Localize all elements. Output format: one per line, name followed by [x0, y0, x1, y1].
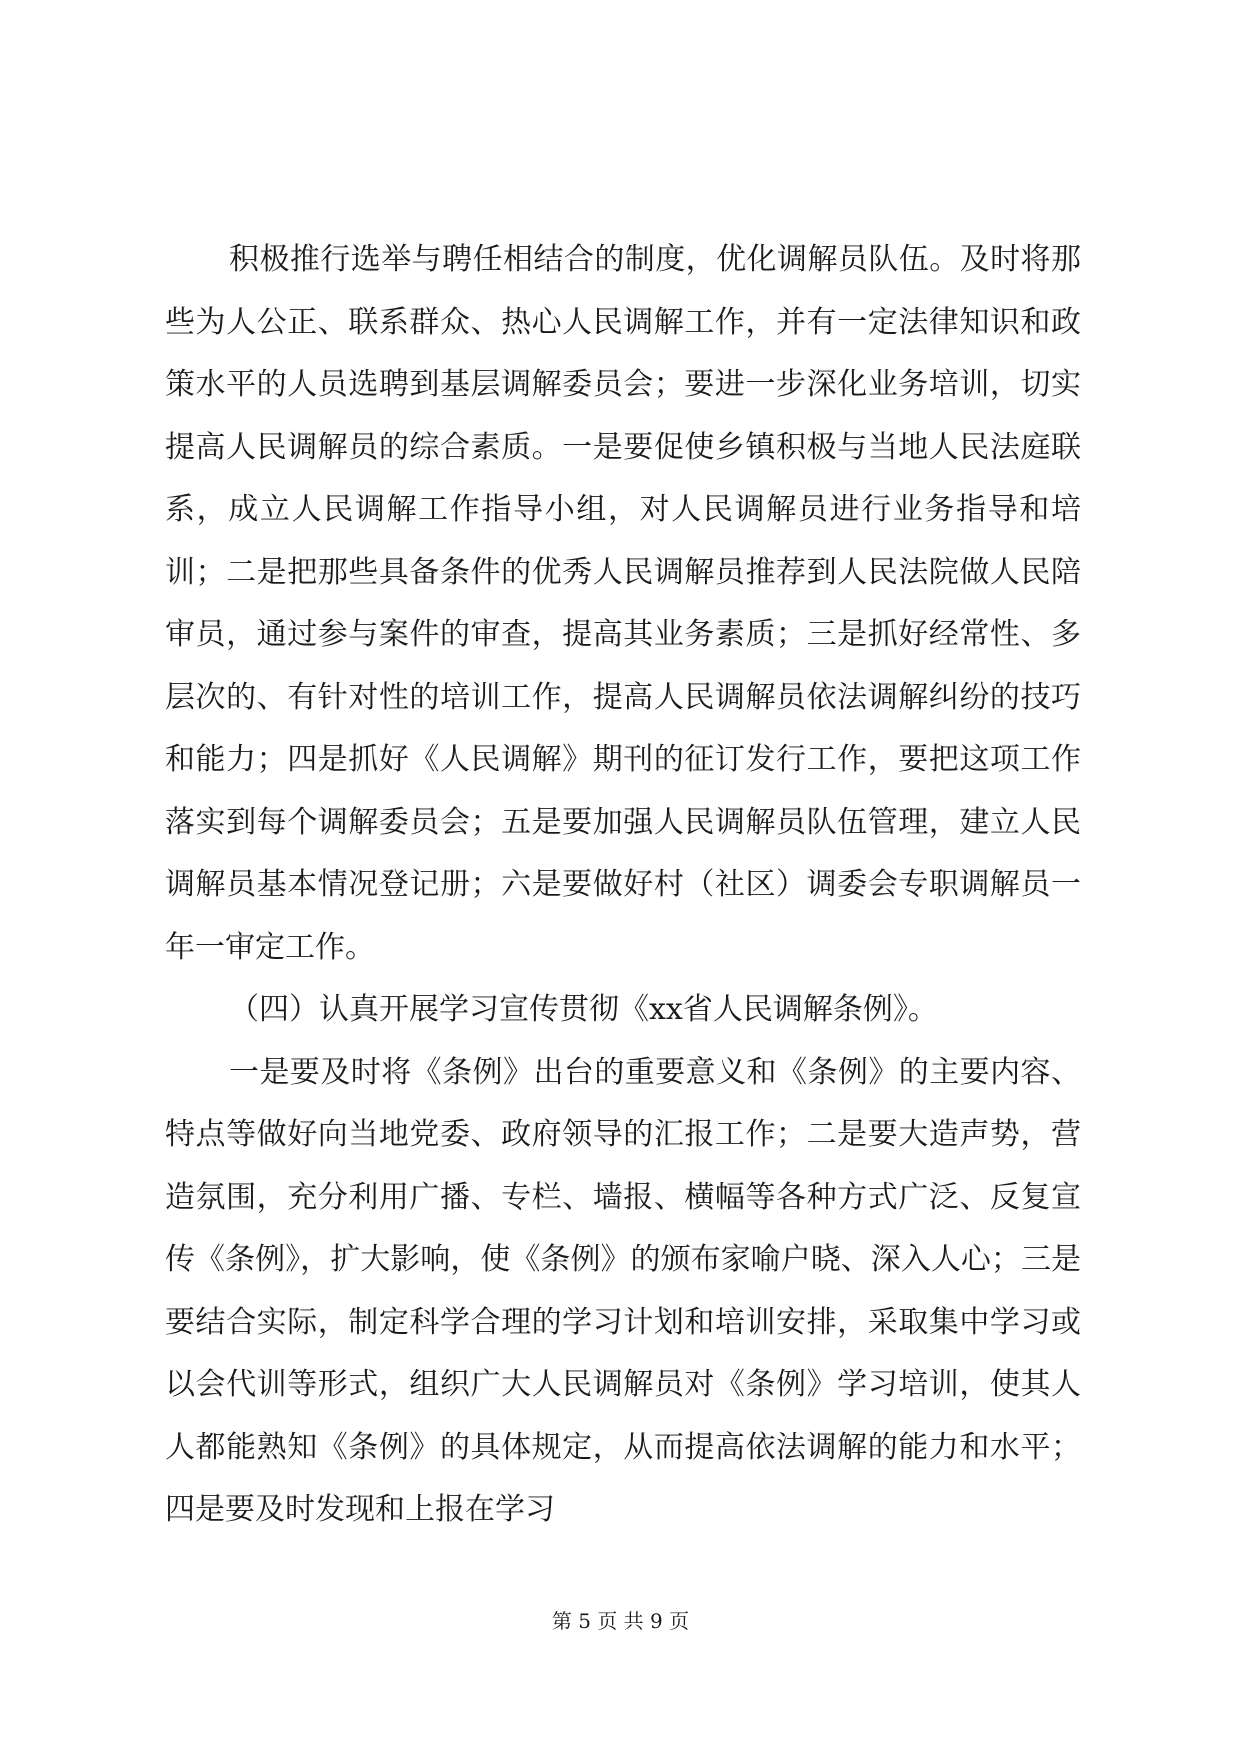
paragraph-regulation-study: 一是要及时将《条例》出台的重要意义和《条例》的主要内容、特点等做好向当地党委、政府领导的汇报工作；二是要大造声势，营造氛围，充分利用广播、专栏、墙报、横幅等各种方式广泛、反复宣传《条例》，扩大影响，使《条例》的颁布家喻户晓、深入人心；三是要结合实际，制定科学合理的学习计划和培训安排，采取集中学习或以会代训等形式，组织广大人民调解员对《条例》学习培训，使其人人都能熟知《条例》的具体规定，从而提高依法调解的能力和水平；四是要及时发现和上报在学习 — [165, 1054, 1081, 1527]
paragraph-mediator-team: 积极推行选举与聘任相结合的制度，优化调解员队伍。及时将那些为人公正、联系群众、热心人民调解工作，并有一定法律知识和政策水平的人员选聘到基层调解委员会；要进一步深化业务培训，切实提高人民调解员的综合素质。一是要促使乡镇积极与当地人民法庭联系，成立人民调解工作指导小组，对人民调解员进行业务指导和培训；二是把那些具备条件的优秀人民调解员推荐到人民法院做人民陪审员，通过参与案件的审查，提高其业务素质；三是抓好经常性、多层次的、有针对性的培训工作，提高人民调解员依法调解纠纷的技巧和能力；四是抓好《人民调解》期刊的征订发行工作，要把这项工作落实到每个调解委员会；五是要加强人民调解员队伍管理，建立人民调解员基本情况登记册；六是要做好村（社区）调委会专职调解员一年一审定工作。 — [165, 242, 1081, 965]
document-body — [165, 229, 1081, 1542]
page-number-footer: 第 5 页 共 9 页 — [551, 1609, 690, 1633]
section-heading-4: （四）认真开展学习宣传贯彻《xx省人民调解条例》。 — [229, 992, 938, 1027]
